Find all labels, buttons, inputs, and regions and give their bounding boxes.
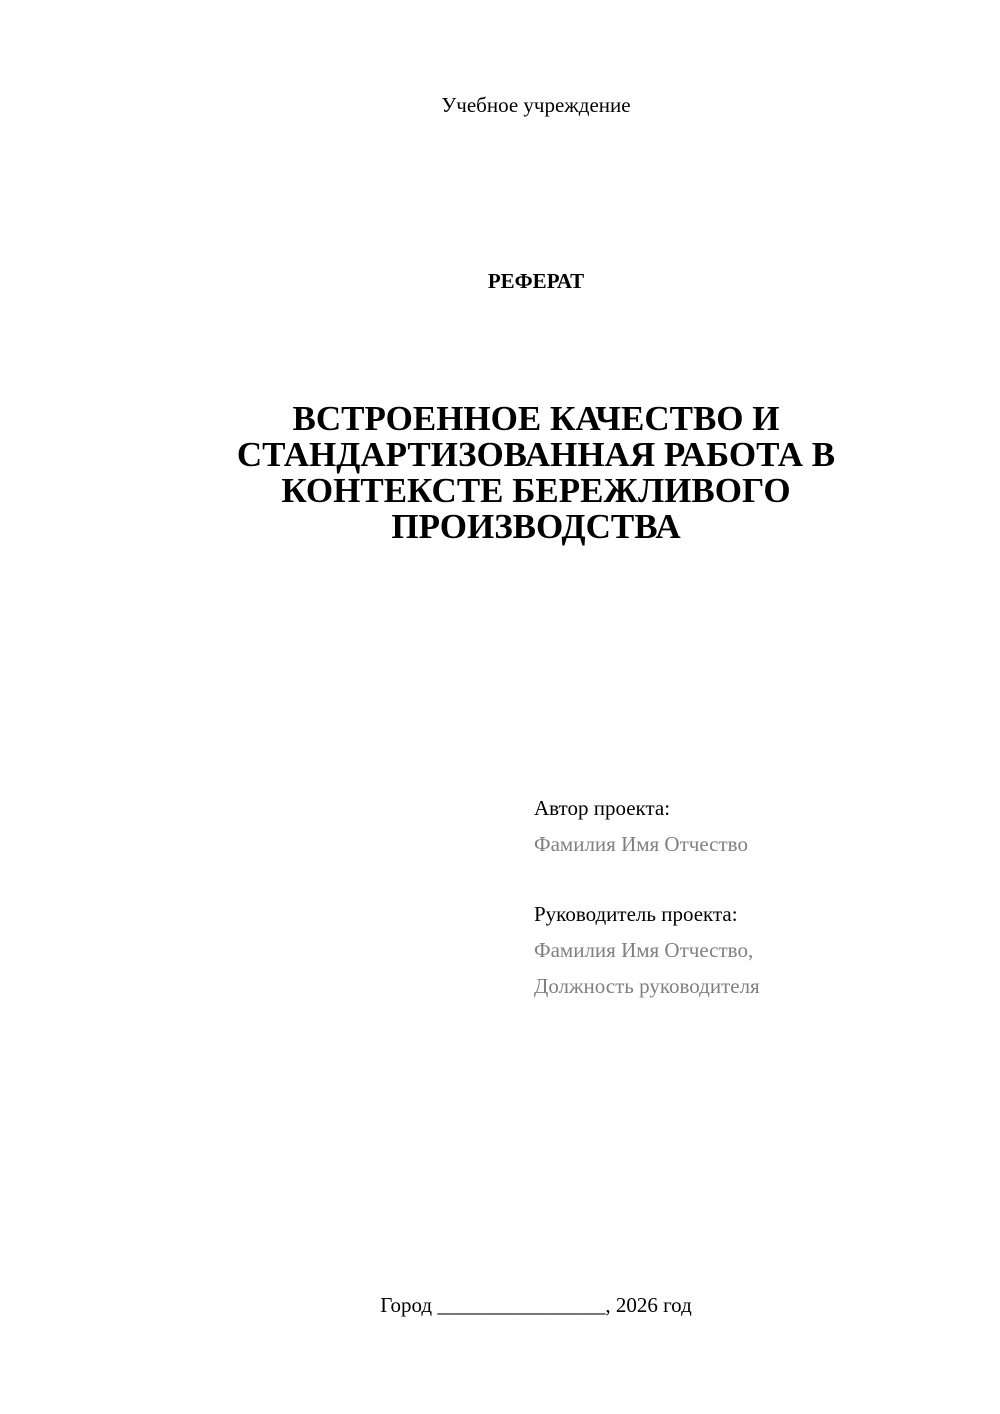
title-line: ПРОИЗВОДСТВА bbox=[391, 507, 681, 546]
info-spacer bbox=[534, 862, 974, 896]
author-name: Фамилия Имя Отчество bbox=[534, 832, 748, 856]
document-type: РЕФЕРАТ bbox=[487, 269, 585, 293]
title-line: КОНТЕКСТЕ БЕРЕЖЛИВОГО bbox=[281, 471, 791, 510]
document-title bbox=[180, 401, 892, 545]
supervisor-position: Должность руководителя bbox=[534, 974, 760, 998]
title-line: СТАНДАРТИЗОВАННАЯ РАБОТА В bbox=[236, 435, 836, 474]
supervisor-label: Руководитель проекта: bbox=[534, 902, 738, 926]
author-label: Автор проекта: bbox=[534, 796, 671, 820]
city-year-line: Город ________________, 2026 год bbox=[380, 1293, 692, 1317]
title-line: ВСТРОЕННОЕ КАЧЕСТВО И bbox=[292, 399, 780, 438]
supervisor-name: Фамилия Имя Отчество, bbox=[534, 938, 754, 962]
institution-name: Учебное учреждение bbox=[441, 93, 631, 117]
project-info-block bbox=[534, 790, 974, 1004]
